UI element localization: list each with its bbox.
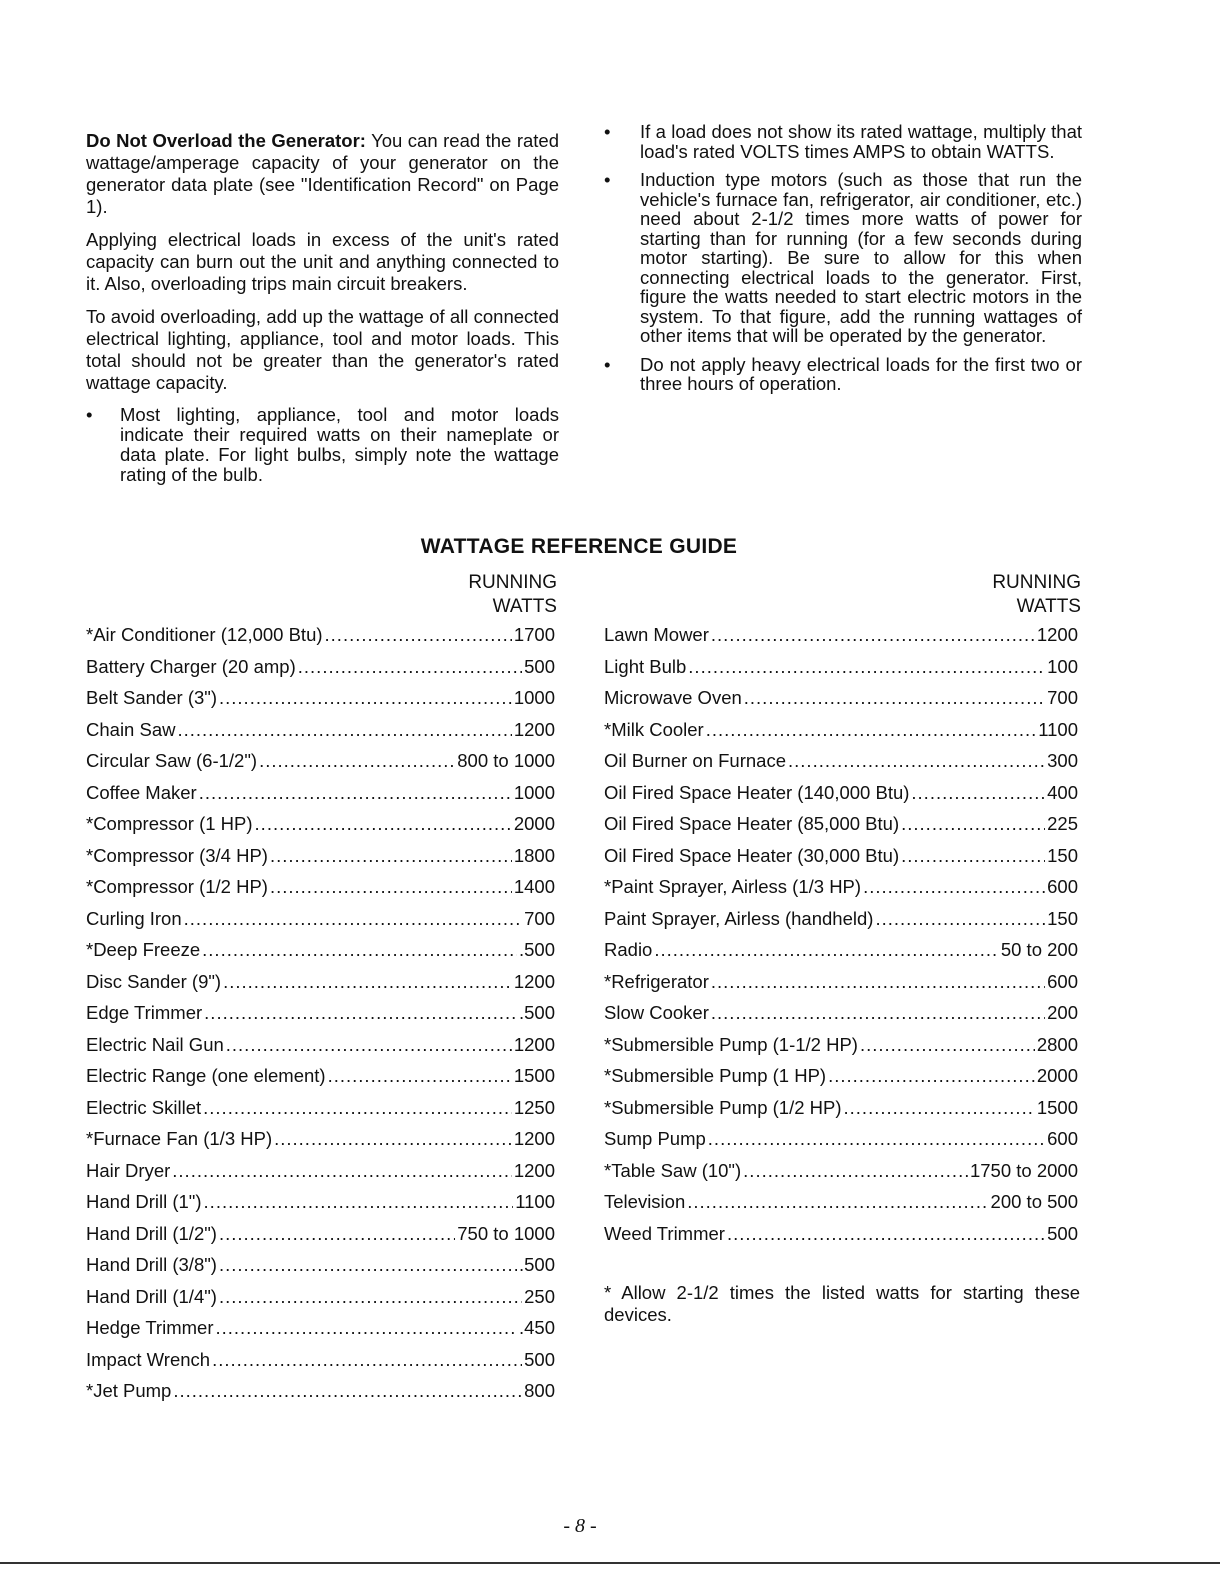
dot-leader — [708, 1128, 1045, 1150]
bullet-symbol: • — [86, 404, 93, 425]
running-watts-value: 1000 — [513, 781, 555, 803]
bullet-symbol: • — [604, 353, 611, 375]
running-watts-value: 400 — [1047, 781, 1078, 803]
wattage-row — [86, 971, 555, 1003]
bullet-symbol: • — [604, 121, 611, 142]
appliance-name: Oil Fired Space Heater (30,000 Btu) — [604, 844, 900, 866]
wattage-row — [604, 1160, 1078, 1192]
appliance-name: *Milk Cooler — [604, 718, 704, 740]
excess-load-paragraph: Applying electrical loads in excess of the unit's rated capacity can burn out the unit and anything connected to it. Also, overloading trips main circuit breakers. — [86, 229, 559, 294]
running-watts-value: 1400 — [513, 876, 555, 897]
appliance-name: Hand Drill (1/4") — [86, 1285, 217, 1307]
wattage-row — [604, 719, 1078, 751]
running-watts-value: .500 — [518, 939, 555, 960]
wattage-guide-title: WATTAGE REFERENCE GUIDE — [420, 535, 738, 558]
dot-leader — [688, 656, 1045, 678]
appliance-name: *Compressor (3/4 HP) — [86, 844, 268, 866]
wattage-row — [86, 624, 555, 656]
dot-leader — [875, 908, 1045, 930]
running-watts-value: 500 — [524, 655, 555, 677]
right-running-watts-header — [920, 571, 1081, 619]
wattage-row — [86, 813, 555, 845]
wattage-row — [604, 687, 1078, 719]
dot-leader — [328, 1065, 512, 1087]
running-watts-value: 750 to 1000 — [457, 1222, 555, 1244]
running-watts-value: 1700 — [513, 624, 555, 645]
nameplate-bullet-text: Most lighting, appliance, tool and motor loads indicate their required watts on their nameplate or data plate. For light bulbs, simply note the wattage rating of the bulb. — [120, 404, 559, 485]
volts-amps-bullet-text: If a load does not show its rated wattage, multiply that load's rated VOLTS times AMPS to obtain WATTS. — [640, 121, 1082, 162]
running-watts-value: 800 — [524, 1380, 555, 1401]
wattage-row — [86, 656, 555, 688]
running-watts-value: 1200 — [1036, 624, 1078, 645]
volts-amps-bullet — [604, 122, 1082, 161]
running-watts-value: 1100 — [1038, 718, 1078, 740]
dot-leader — [828, 1065, 1035, 1087]
running-watts-value: 1200 — [513, 718, 555, 740]
wattage-row — [604, 1097, 1078, 1129]
running-watts-value: 300 — [1047, 750, 1078, 771]
appliance-name: Paint Sprayer, Airless (handheld) — [604, 907, 874, 929]
appliance-name: *Deep Freeze — [86, 939, 201, 960]
dot-leader — [184, 908, 522, 930]
wattage-row — [86, 1254, 555, 1286]
wattage-row — [86, 1002, 555, 1034]
wattage-row — [604, 1128, 1078, 1160]
avoid-overload-paragraph: To avoid overloading, add up the wattage of all connected electrical lighting, appliance, tool and motor loads. This total should not be greater than the generator's rated wattage capacity. — [86, 306, 559, 393]
dot-leader — [219, 1286, 522, 1308]
overload-paragraph — [86, 130, 559, 218]
dot-leader — [270, 876, 512, 898]
overload-heading: Do Not Overload the Generator: — [86, 130, 366, 151]
appliance-name: Edge Trimmer — [86, 1002, 203, 1023]
appliance-name: *Furnace Fan (1/3 HP) — [86, 1128, 273, 1149]
appliance-name: *Air Conditioner (12,000 Btu) — [86, 624, 323, 645]
wattage-row — [86, 1128, 555, 1160]
starting-watts-footnote: * Allow 2-1/2 times the listed watts for starting these devices. — [604, 1282, 1080, 1325]
dot-leader — [255, 813, 512, 835]
appliance-name: Sump Pump — [604, 1128, 706, 1149]
appliance-name: Hand Drill (1") — [86, 1191, 202, 1212]
dot-leader — [325, 624, 512, 646]
running-watts-value: 500 — [524, 1348, 555, 1370]
dot-leader — [863, 876, 1045, 898]
right-wattage-table — [604, 624, 1078, 1254]
heavy-loads-bullet-text: Do not apply heavy electrical loads for the first two or three hours of operation. — [640, 353, 1082, 394]
appliance-name: Battery Charger (20 amp) — [86, 655, 296, 677]
wattage-row — [604, 1191, 1078, 1223]
appliance-name: Hand Drill (3/8") — [86, 1254, 217, 1275]
wattage-row — [604, 656, 1078, 688]
dot-leader — [654, 939, 999, 961]
header-running: RUNNING — [468, 572, 557, 593]
wattage-row — [604, 939, 1078, 971]
dot-leader — [177, 719, 511, 741]
wattage-row — [604, 971, 1078, 1003]
appliance-name: Electric Skillet — [86, 1096, 202, 1118]
running-watts-value: 1750 to 2000 — [969, 1159, 1078, 1181]
running-watts-value: 600 — [1047, 1128, 1078, 1149]
running-watts-value: 700 — [1047, 687, 1078, 708]
wattage-row — [604, 1034, 1078, 1066]
running-watts-value: 1500 — [513, 1065, 555, 1086]
wattage-row — [86, 939, 555, 971]
running-watts-value: 1200 — [513, 1128, 555, 1149]
dot-leader — [219, 1254, 517, 1276]
right-bullets-column — [604, 122, 1082, 403]
wattage-row — [604, 1223, 1078, 1255]
wattage-row — [604, 813, 1078, 845]
wattage-row — [604, 876, 1078, 908]
appliance-name: Chain Saw — [86, 718, 176, 740]
page-number: - 8 - — [563, 1515, 597, 1537]
appliance-name: Coffee Maker — [86, 781, 197, 803]
running-watts-value: 150 — [1047, 844, 1078, 866]
dot-leader — [743, 1160, 968, 1182]
running-watts-value: 200 — [1047, 1002, 1078, 1023]
wattage-row — [86, 750, 555, 782]
running-watts-value: 250 — [524, 1285, 555, 1307]
wattage-row — [604, 1002, 1078, 1034]
bottom-rule — [0, 1562, 1220, 1564]
dot-leader — [226, 1034, 512, 1056]
wattage-row — [86, 845, 555, 877]
appliance-name: Curling Iron — [86, 907, 182, 929]
dot-leader — [844, 1097, 1035, 1119]
wattage-row — [86, 1160, 555, 1192]
appliance-name: Lawn Mower — [604, 624, 709, 645]
running-watts-value: 600 — [1047, 876, 1078, 897]
dot-leader — [199, 782, 512, 804]
appliance-name: Oil Fired Space Heater (140,000 Btu) — [604, 781, 910, 803]
dot-leader — [274, 1128, 512, 1150]
dot-leader — [901, 845, 1045, 867]
header-watts: WATTS — [1016, 596, 1081, 617]
wattage-row — [86, 876, 555, 908]
wattage-row — [86, 1349, 555, 1381]
wattage-row — [86, 1034, 555, 1066]
running-watts-value: 1200 — [513, 1159, 555, 1181]
dot-leader — [788, 750, 1045, 772]
running-watts-value: 1500 — [1036, 1096, 1078, 1118]
wattage-row — [86, 1223, 555, 1255]
appliance-name: Electric Nail Gun — [86, 1033, 224, 1055]
running-watts-value: 800 to 1000 — [457, 750, 555, 771]
dot-leader — [219, 1223, 455, 1245]
wattage-row — [604, 750, 1078, 782]
appliance-name: *Submersible Pump (1 HP) — [604, 1065, 827, 1086]
wattage-row — [86, 782, 555, 814]
wattage-row — [86, 1191, 555, 1223]
induction-motors-bullet — [604, 170, 1082, 346]
dot-leader — [204, 1191, 514, 1213]
dot-leader — [727, 1223, 1045, 1245]
running-watts-value: 1000 — [513, 687, 555, 708]
left-intro-column — [86, 130, 559, 494]
appliance-name: Hand Drill (1/2") — [86, 1222, 217, 1244]
running-watts-value: 500 — [1047, 1222, 1078, 1244]
dot-leader — [687, 1191, 988, 1213]
running-watts-value: 200 to 500 — [990, 1191, 1078, 1212]
dot-leader — [911, 782, 1045, 804]
running-watts-value: 225 — [1047, 813, 1078, 834]
appliance-name: Light Bulb — [604, 655, 687, 677]
nameplate-bullet — [86, 405, 559, 485]
appliance-name: Hair Dryer — [86, 1159, 171, 1181]
appliance-name: Electric Range (one element) — [86, 1065, 326, 1086]
running-watts-value: 700 — [524, 907, 555, 929]
dot-leader — [744, 687, 1045, 709]
appliance-name: Belt Sander (3") — [86, 687, 217, 708]
running-watts-value: 50 to 200 — [1000, 939, 1078, 960]
dot-leader — [219, 687, 512, 709]
dot-leader — [173, 1380, 522, 1402]
dot-leader — [860, 1034, 1035, 1056]
dot-leader — [203, 1097, 512, 1119]
appliance-name: Microwave Oven — [604, 687, 742, 708]
overload-paragraph-text: You can read the rated wattage/amperage capacity of your generator on the generator data plate (see "Identification Record" on Page 1). — [86, 130, 559, 217]
induction-motors-bullet-text: Induction type motors (such as those that run the vehicle's furnace fan, refrigerator, air conditioner, etc.) need about 2-1/2 times more watts of power for starting than for running (for a few seconds during motor starting). Be sure to allow for this when connecting electrical loads to the generator. First, figure the watts needed to start electric motors in the system. To that figure, add the running wattages of other items that will be operated by the generator. — [640, 169, 1082, 346]
dot-leader — [204, 1002, 517, 1024]
appliance-name: Impact Wrench — [86, 1348, 211, 1370]
dot-leader — [259, 750, 455, 772]
appliance-name: *Compressor (1 HP) — [86, 813, 253, 834]
heavy-loads-bullet — [604, 355, 1082, 394]
appliance-name: *Paint Sprayer, Airless (1/3 HP) — [604, 876, 862, 897]
dot-leader — [706, 719, 1036, 741]
running-watts-value: 100 — [1047, 655, 1078, 677]
running-watts-value: 1200 — [513, 1033, 555, 1055]
running-watts-value: .500 — [518, 1002, 555, 1023]
running-watts-value: 2000 — [513, 813, 555, 834]
wattage-row — [86, 1317, 555, 1349]
appliance-name: *Table Saw (10") — [604, 1159, 742, 1181]
running-watts-value: 2800 — [1036, 1033, 1078, 1055]
dot-leader — [711, 971, 1045, 993]
wattage-row — [86, 1065, 555, 1097]
appliance-name: *Submersible Pump (1/2 HP) — [604, 1096, 842, 1118]
wattage-row — [604, 908, 1078, 940]
dot-leader — [711, 1002, 1045, 1024]
left-wattage-table — [86, 624, 555, 1412]
running-watts-value: 1100 — [515, 1191, 555, 1212]
appliance-name: Weed Trimmer — [604, 1222, 725, 1244]
wattage-row — [86, 719, 555, 751]
dot-leader — [901, 813, 1045, 835]
appliance-name: Hedge Trimmer — [86, 1317, 214, 1338]
appliance-name: Television — [604, 1191, 686, 1212]
dot-leader — [215, 1317, 517, 1339]
wattage-row — [86, 1380, 555, 1412]
wattage-row — [86, 687, 555, 719]
appliance-name: Oil Fired Space Heater (85,000 Btu) — [604, 813, 900, 834]
appliance-name: *Refrigerator — [604, 970, 709, 992]
running-watts-value: 1200 — [513, 970, 555, 992]
running-watts-value: 1800 — [513, 844, 555, 866]
running-watts-value: 150 — [1047, 907, 1078, 929]
wattage-row — [604, 624, 1078, 656]
wattage-row — [604, 845, 1078, 877]
wattage-row — [86, 1286, 555, 1318]
dot-leader — [298, 656, 522, 678]
wattage-row — [604, 782, 1078, 814]
running-watts-value: .500 — [518, 1254, 555, 1275]
appliance-name: Circular Saw (6-1/2") — [86, 750, 258, 771]
appliance-name: Disc Sander (9") — [86, 970, 222, 992]
appliance-name: Radio — [604, 939, 653, 960]
appliance-name: Oil Burner on Furnace — [604, 750, 787, 771]
wattage-row — [86, 908, 555, 940]
running-watts-value: .450 — [518, 1317, 555, 1338]
bullet-symbol: • — [604, 169, 611, 190]
appliance-name: *Compressor (1/2 HP) — [86, 876, 268, 897]
dot-leader — [223, 971, 512, 993]
dot-leader — [270, 845, 512, 867]
wattage-row — [604, 1065, 1078, 1097]
running-watts-value: 2000 — [1036, 1065, 1078, 1086]
header-watts: WATTS — [492, 596, 557, 617]
running-watts-value: 600 — [1047, 970, 1078, 992]
appliance-name: *Jet Pump — [86, 1380, 172, 1401]
appliance-name: Slow Cooker — [604, 1002, 709, 1023]
header-running: RUNNING — [992, 572, 1081, 593]
running-watts-value: 1250 — [513, 1096, 555, 1118]
wattage-row — [86, 1097, 555, 1129]
appliance-name: *Submersible Pump (1-1/2 HP) — [604, 1033, 858, 1055]
dot-leader — [202, 939, 517, 961]
dot-leader — [172, 1160, 512, 1182]
dot-leader — [212, 1349, 522, 1371]
left-running-watts-header — [400, 571, 557, 619]
dot-leader — [711, 624, 1035, 646]
